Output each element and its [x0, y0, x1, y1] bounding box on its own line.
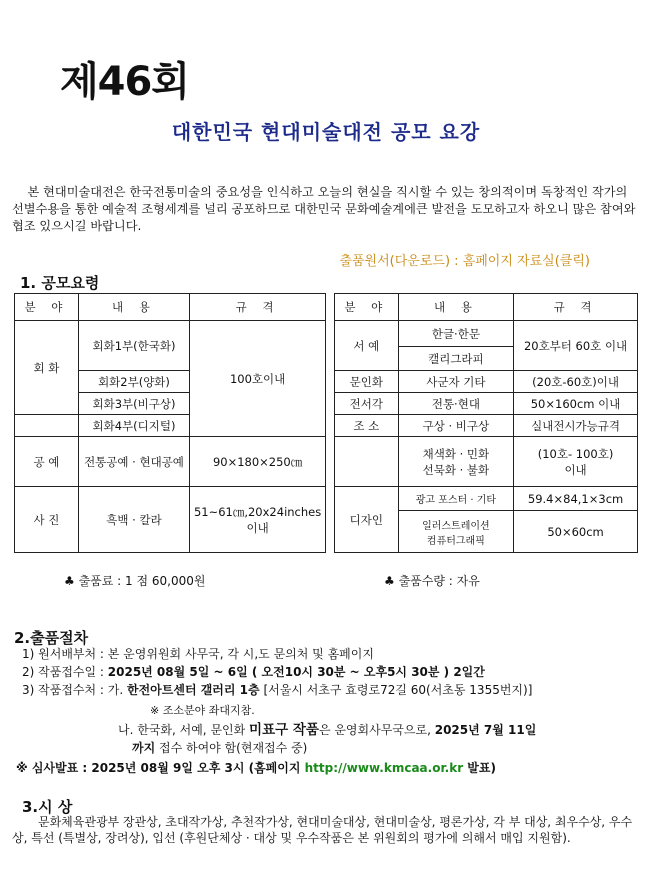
photo-content: 흑백 · 칼라	[78, 487, 189, 553]
unframed-line-2	[132, 740, 307, 757]
painting-item-1: 회화1부(한국화)	[78, 321, 189, 371]
header-field: 분 야	[15, 294, 79, 321]
unframed-until: 까지	[132, 741, 156, 755]
calligraphy-item-2: 캘리그라피	[398, 347, 513, 371]
seal-content: 전통·현대	[398, 393, 513, 415]
receipt-date-value: 2025년 08월 5일 ~ 6일 ( 오전10시 30분 ~ 오후5시 30분 ) 2일간	[107, 665, 485, 679]
distribution-line: 1) 원서배부처 : 본 운영위원회 사무국, 각 시,도 문의처 및 홈페이지	[22, 647, 374, 661]
receipt-place-address: [서울시 서초구 효령로72길 60(서초동 1355번지)]	[259, 683, 533, 697]
requirements-table	[14, 293, 638, 553]
literati-field: 문인화	[334, 371, 398, 393]
header-content: 내 용	[78, 294, 189, 321]
folk-spec	[514, 437, 638, 487]
literati-content: 사군자 기타	[398, 371, 513, 393]
photo-spec-line2: 이내	[246, 520, 269, 535]
header-spec: 규 격	[190, 294, 326, 321]
painting-spec: 100호이내	[190, 321, 326, 437]
painting-item-2: 회화2부(양화)	[78, 371, 189, 393]
folk-spec-line1: (10호- 100호)	[537, 446, 614, 461]
folk-content-line2: 선묵화 · 불화	[422, 462, 490, 477]
photo-spec	[190, 487, 326, 553]
receipt-place-name: 한전아트센터 갤러리 1층	[126, 683, 260, 697]
design-item-1: 광고 포스터 · 기타	[398, 487, 513, 511]
seal-field: 전서각	[334, 393, 398, 415]
header-content-2: 내 용	[398, 294, 513, 321]
receipt-place-prefix: 3) 작품접수처 : 가.	[22, 683, 127, 697]
entry-quantity: ♣ 출품수량 : 자유	[384, 574, 480, 588]
design-field: 디자인	[334, 487, 398, 553]
sculpture-content: 구상 · 비구상	[398, 415, 513, 437]
section3-heading: 3.시 상	[22, 798, 73, 816]
header-field-2: 분 야	[334, 294, 398, 321]
literati-spec: (20호-60호)이내	[514, 371, 638, 393]
photo-spec-line1: 51~61㎝,20x24inches	[193, 504, 322, 519]
sculpture-field: 조 소	[334, 415, 398, 437]
design-spec-1: 59.4×84,1×3cm	[514, 487, 638, 511]
unframed-deadline: 2025년 7월 11일	[434, 723, 537, 737]
design-item-2	[398, 511, 513, 553]
page-title: 대한민국 현대미술대전 공모 요강	[171, 120, 481, 144]
announcement-suffix: 발표)	[463, 761, 496, 775]
download-link[interactable]: 출품원서(다운로드) : 홈페이지 자료실(클릭)	[339, 254, 590, 269]
craft-content: 전통공예 · 현대공예	[78, 437, 189, 487]
design-item-2-line2: 컴퓨터그래픽	[426, 535, 485, 547]
receipt-date-line	[22, 664, 485, 681]
unframed-works: 미표구 작품	[249, 722, 319, 738]
craft-spec: 90×180×250㎝	[190, 437, 326, 487]
announcement-line	[16, 760, 496, 777]
unframed-note: 접수 하여야 함(현재접수 중)	[155, 741, 308, 755]
announcement-prefix: ※ 심사발표 : 2025년 08월 9일 오후 3시 (홈페이지	[16, 761, 305, 775]
painting-field: 회 화	[15, 321, 79, 415]
entry-fee: ♣ 출품료 : 1 점 60,000원	[64, 574, 206, 588]
calligraphy-item-1: 한글·한문	[398, 321, 513, 347]
awards-paragraph: 문화체육관광부 장관상, 초대작가상, 추천작가상, 현대미술대상, 현대미술상, 평론가상, 각 부 대상, 최우수상, 우수상, 특선 (특별상, 장려상), 입선 (후원단체상 · 대상 및 우수작품은 본 위원회의 평가에 의해서 매입 지원함).	[12, 815, 633, 845]
homepage-url-link[interactable]: http://www.kmcaa.or.kr	[304, 761, 464, 775]
folk-spec-line2: 이내	[564, 462, 587, 477]
design-item-2-line1: 일러스트레이션	[422, 520, 490, 532]
receipt-date-prefix: 2) 작품접수일 :	[22, 665, 108, 679]
intro-paragraph	[12, 184, 642, 235]
sculpture-note: ※ 조소분야 좌대지참.	[150, 704, 255, 717]
calligraphy-spec: 20호부터 60호 이내	[514, 321, 638, 371]
edition-title: 제46회	[60, 59, 189, 105]
seal-spec: 50×160cm 이내	[514, 393, 638, 415]
intro-text: 본 현대미술대전은 한국전통미술의 중요성을 인식하고 오늘의 현실을 직시할 수 있는 창의적이며 독창적인 작가의 선별수용을 통한 예술적 조형세계를 널리 공포하므로 대한민국 문화예술계에큰 발전을 도모하고자 하오니 많은 참여와 협조 있으시길 바랍니다.	[12, 185, 636, 233]
design-spec-2: 50×60cm	[514, 511, 638, 553]
calligraphy-field: 서 예	[334, 321, 398, 371]
unframed-line	[118, 722, 536, 739]
painting-item-3: 회화3부(비구상)	[78, 393, 189, 415]
folk-content-line1: 채색화 · 민화	[422, 446, 490, 461]
unframed-prefix: 나. 한국화, 서예, 문인화	[118, 723, 250, 737]
painting-item-4: 회화4부(디지털)	[78, 415, 189, 437]
photo-field: 사 진	[15, 487, 79, 553]
folk-content	[398, 437, 513, 487]
craft-field: 공 예	[15, 437, 79, 487]
section2-heading: 2.출품절차	[14, 629, 89, 647]
sculpture-spec: 실내전시가능규격	[514, 415, 638, 437]
header-spec-2: 규 격	[514, 294, 638, 321]
section1-heading: 1. 공모요령	[20, 274, 100, 292]
unframed-mid: 은 운영회사무국으로,	[318, 723, 435, 737]
receipt-place-line	[22, 682, 532, 699]
